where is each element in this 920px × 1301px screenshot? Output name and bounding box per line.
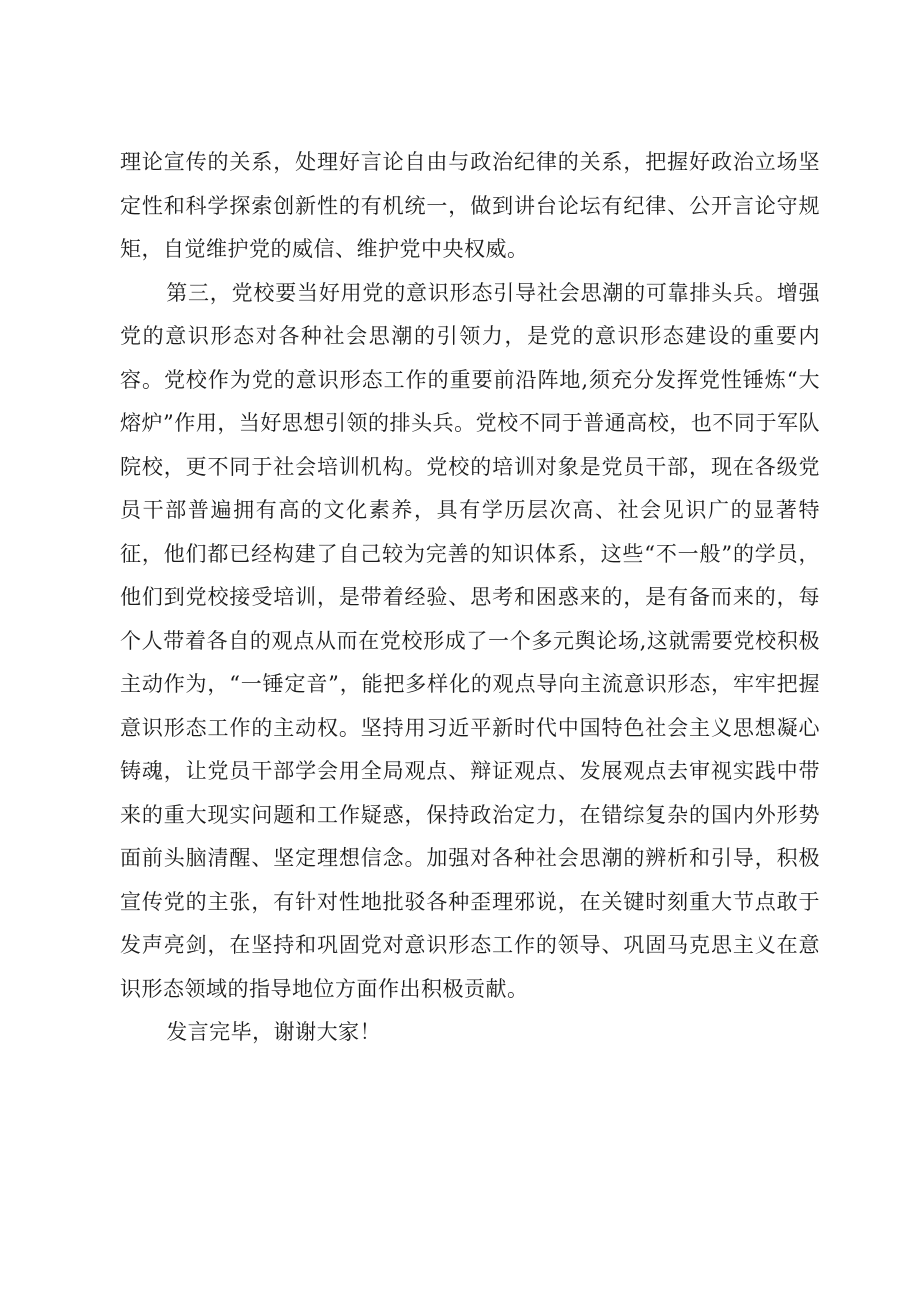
paragraph-continuation: 理论宣传的关系，处理好言论自由与政治纪律的关系，把握好政治立场坚定性和科学探索创新性的有机统一，做到讲台论坛有纪律、公开言论守规矩，自觉维护党的威信、维护党中央权威。 [120,150,820,261]
document-body [120,141,820,1055]
paragraph-point-three: 第三，党校要当好用党的意识形态引导社会思潮的可靠排头兵。增强党的意识形态对各种社会思潮的引领力，是党的意识形态建设的重要内容。党校作为党的意识形态工作的重要前沿阵地,须充分发挥党性锤炼“大熔炉”作用，当好思想引领的排头兵。党校不同于普通高校，也不同于军队院校，更不同于社会培训机构。党校的培训对象是党员干部，现在各级党员干部普遍拥有高的文化素养，具有学历层次高、社会见识广的显著特征，他们都已经构建了自己较为完善的知识体系，这些“不一般”的学员，他们到党校接受培训，是带着经验、思考和困惑来的，是有备而来的，每个人带着各自的观点从而在党校形成了一个多元舆论场,这就需要党校积极主动作为，“一锤定音”，能把多样化的观点导向主流意识形态，牢牢把握意识形态工作的主动权。坚持用习近平新时代中国特色社会主义思想凝心铸魂，让党员干部学会用全局观点、辩证观点、发展观点去审视实践中带来的重大现实问题和工作疑惑，保持政治定力，在错综复杂的国内外形势面前头脑清醒、坚定理想信念。加强对各种社会思潮的辨析和引导，积极宣传党的主张，有针对性地批驳各种歪理邪说，在关键时刻重大节点敢于发声亮剑，在坚持和巩固党对意识形态工作的领导、巩固马克思主义在意识形态领域的指导地位方面作出积极贡献。 [120,280,820,1001]
paragraph-closing: 发言完毕，谢谢大家！ [166,1020,382,1044]
